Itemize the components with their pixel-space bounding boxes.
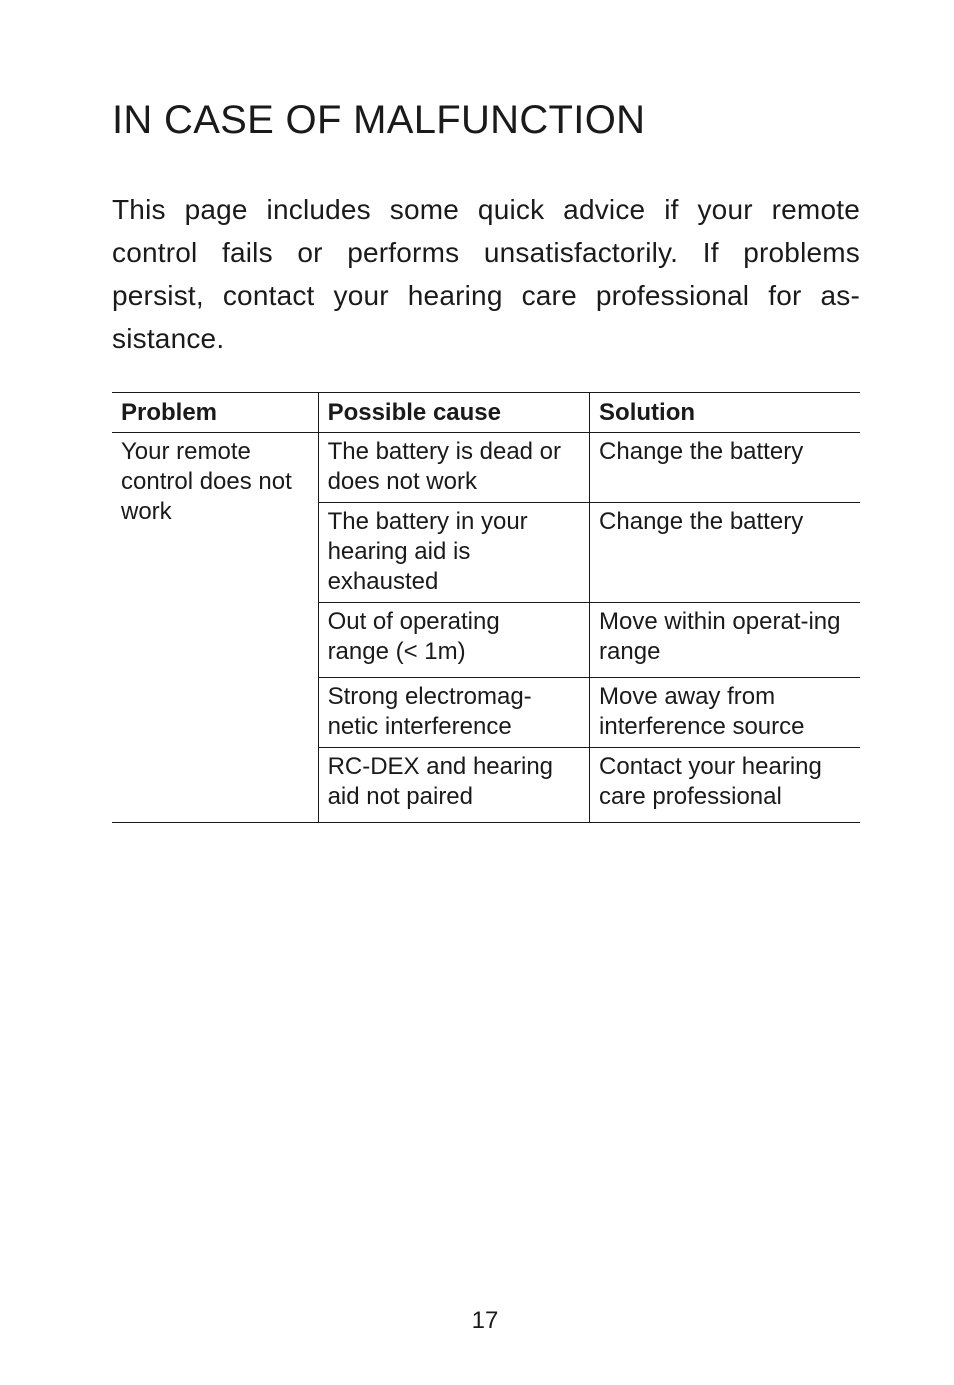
cause-cell: Out of operating range (< 1m) (318, 603, 589, 678)
cause-cell: The battery in your hearing aid is exhausted (318, 503, 589, 603)
table-row (112, 433, 860, 503)
header-solution: Solution (590, 393, 860, 433)
troubleshooting-table (112, 392, 860, 823)
solution-cell: Contact your hearing care professional (590, 748, 860, 823)
solution-cell: Move within operat-ing range (590, 603, 860, 678)
solution-cell: Change the battery (590, 503, 860, 603)
cause-cell: Strong electromag-netic interference (318, 678, 589, 748)
problem-cell: Your remote control does not work (112, 433, 318, 823)
header-possible-cause: Possible cause (318, 393, 589, 433)
solution-cell: Change the battery (590, 433, 860, 503)
page-number: 17 (471, 1307, 499, 1334)
header-problem: Problem (112, 393, 318, 433)
solution-cell: Move away from interference source (590, 678, 860, 748)
cause-cell: RC-DEX and hearing aid not paired (318, 748, 589, 823)
page-title: IN CASE OF MALFUNCTION (112, 98, 646, 142)
table-header-row (112, 393, 860, 433)
cause-cell: The battery is dead or does not work (318, 433, 589, 503)
intro-paragraph: This page includes some quick advice if your remote control fails or performs unsatisfactorily. If problems persist, contact your hearing care professional for as-sistance. (112, 194, 860, 354)
